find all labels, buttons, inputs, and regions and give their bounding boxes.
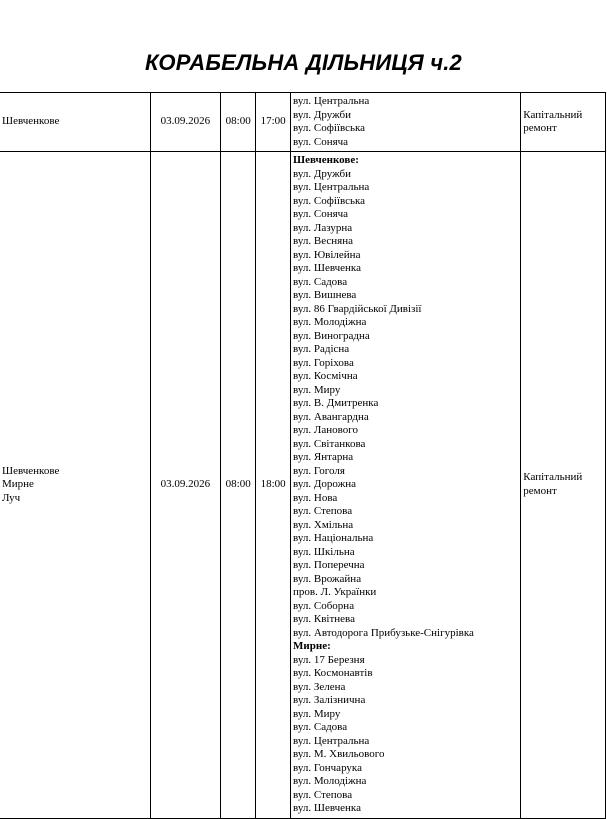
settlement-name: Шевченкове [2,464,60,477]
settlement-group-heading: Шевченкове: [293,154,359,166]
street-item: вул. Радісна [293,343,350,355]
street-item: вул. Шевченка [293,802,361,814]
outage-schedule-table [0,92,606,819]
page-title: КОРАБЕЛЬНА ДІЛЬНИЦЯ ч.2 [145,50,462,75]
street-item: вул. Садова [293,721,348,733]
street-item: вул. Молодіжна [293,775,367,787]
table-row [0,93,606,152]
settlement-name: Луч [2,491,21,504]
street-item: вул. Автодорога Прибузьке-Снігурівка [293,626,474,639]
street-item: вул. Центральна [293,734,370,747]
street-item: вул. Соборна [293,599,355,612]
street-item: вул. Залізнична [293,694,366,706]
street-item: вул. Лазурна [293,221,353,234]
street-item: вул. Миру [293,707,341,720]
street-item: вул. Янтарна [293,451,354,463]
street-item: вул. Національна [293,532,374,544]
street-item: вул. Виноградна [293,329,370,342]
end-time-cell: 17:00 [256,93,291,152]
street-item: вул. Софіївська [293,194,366,207]
street-item: вул. 86 Гвардійської Дивізії [293,302,422,315]
work-type-cell: Капітальний ремонт [521,152,606,819]
street-item: вул. Космічна [293,370,358,382]
street-item: вул. Центральна [293,181,370,193]
street-item: вул. Космонавтів [293,667,373,679]
street-item: вул. Авангардна [293,410,369,423]
street-item: вул. Соняча [293,208,349,220]
street-item: вул. Центральна [293,95,370,107]
street-item: вул. Світанкова [293,437,366,450]
street-item: вул. Ювілейна [293,248,361,261]
street-item: вул. Шевченка [293,262,361,274]
end-time-cell: 18:00 [256,152,291,819]
streets-cell [291,152,521,819]
work-type-cell: Капітальний ремонт [521,93,606,152]
street-item: вул. Ланового [293,424,358,436]
street-item: вул. Квітнева [293,613,355,625]
street-item: вул. Дорожна [293,478,356,490]
street-item: вул. Миру [293,383,341,396]
start-time-cell: 08:00 [221,152,256,819]
street-item: вул. Соняча [293,135,349,148]
street-item: вул. Весняна [293,235,353,247]
street-item: вул. Степова [293,788,353,801]
street-item: вул. Софіївська [293,122,366,134]
street-item: вул. Вишнева [293,289,357,301]
settlement-group-heading: Мирне: [293,640,331,652]
table-row [0,152,606,819]
street-item: вул. М. Хвильового [293,748,385,760]
date-cell: 03.09.2026 [150,93,221,152]
date-cell: 03.09.2026 [150,152,221,819]
street-item: вул. Горіхова [293,356,354,369]
settlement-name: Шевченкове [2,115,60,128]
street-item: пров. Л. Українки [293,586,377,598]
street-item: вул. Садова [293,275,348,288]
settlement-cell [0,93,150,152]
street-item: вул. Поперечна [293,559,365,571]
street-item: вул. Молодіжна [293,316,367,328]
streets-cell [291,93,521,152]
street-item: вул. Хмільна [293,518,354,531]
street-item: вул. Шкільна [293,545,355,558]
street-item: вул. Дружби [293,167,352,180]
settlement-name: Мирне [2,478,34,490]
street-item: вул. 17 Березня [293,653,365,666]
street-item: вул. В. Дмитренка [293,397,379,409]
settlement-cell [0,152,150,819]
street-item: вул. Врожайна [293,572,362,585]
street-item: вул. Нова [293,491,338,504]
street-item: вул. Степова [293,505,353,517]
street-item: вул. Гоголя [293,464,345,477]
street-item: вул. Дружби [293,108,352,121]
start-time-cell: 08:00 [221,93,256,152]
street-item: вул. Зелена [293,680,346,693]
street-item: вул. Гончарука [293,761,362,774]
